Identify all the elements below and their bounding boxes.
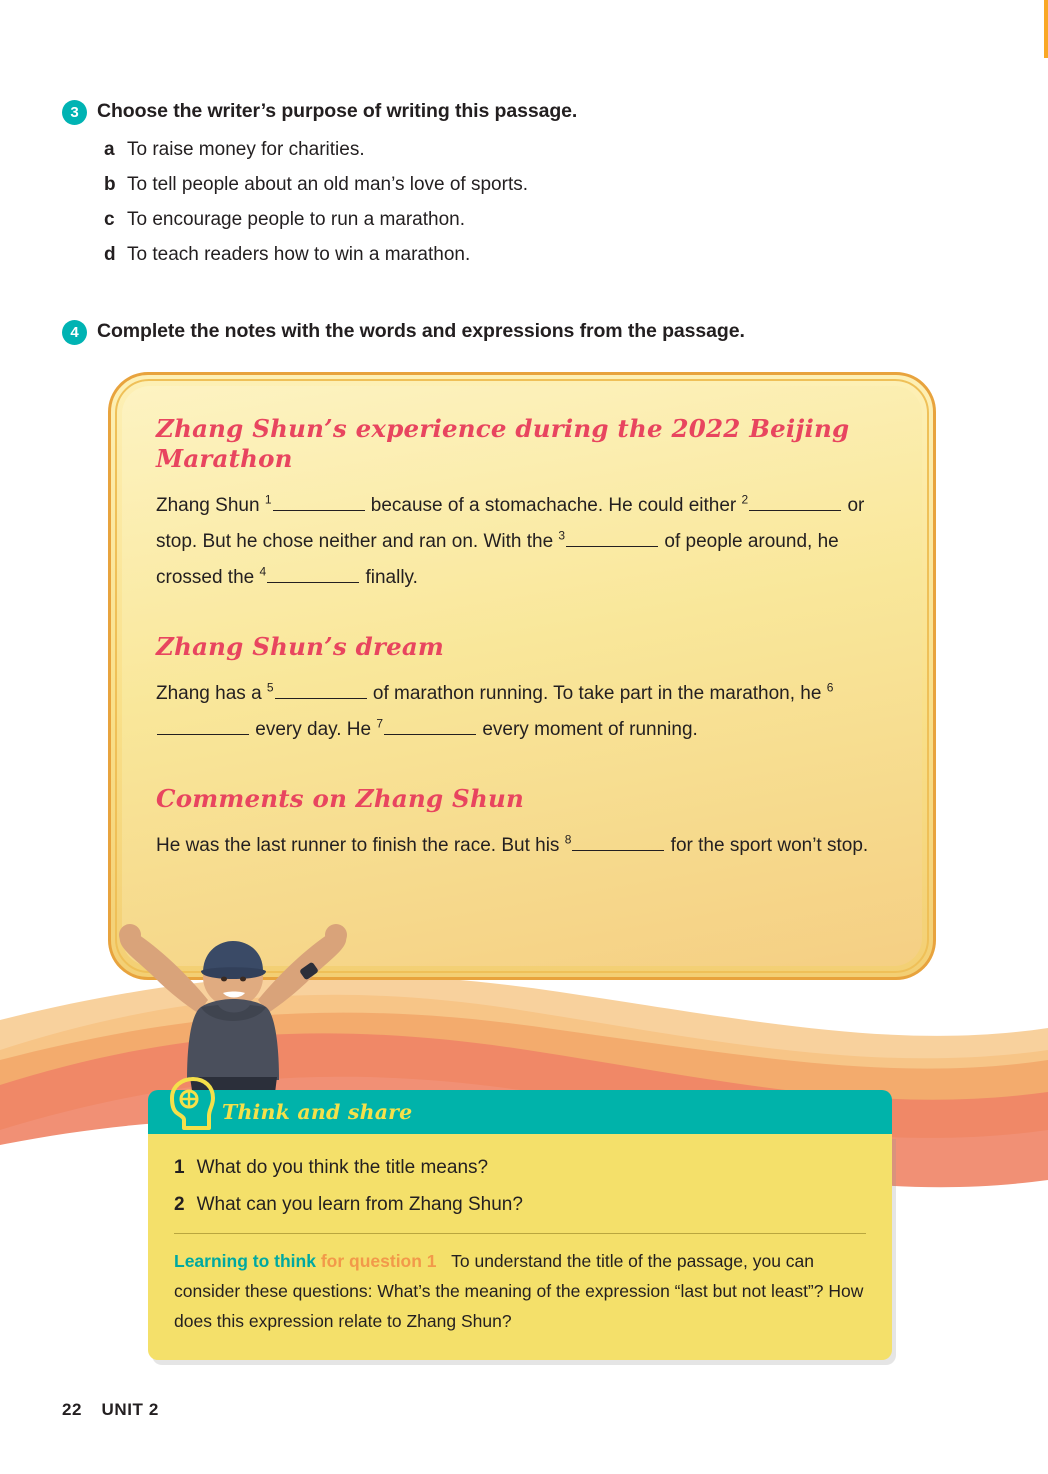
text-fragment: or stop. But he chose neither and ran on. With the	[156, 495, 865, 552]
blank-number-1: 1	[264, 492, 272, 507]
exercise-number-badge: 3	[62, 100, 87, 125]
answer-blank-6[interactable]	[157, 734, 249, 735]
text-fragment: of marathon running. To take part in the	[367, 683, 705, 704]
learning-to-think	[174, 1246, 866, 1336]
learning-to-think-body: To understand the title of the passage, you can consider these questions: What’s the meaning of the expression “last but not least”? How does this expression relate to Zhang Shun?	[174, 1251, 864, 1331]
option-a[interactable]	[104, 137, 577, 163]
exercise-4-header	[62, 318, 745, 345]
text-fragment: running.	[629, 719, 698, 740]
learning-to-think-label: Learning to think	[174, 1251, 316, 1271]
answer-blank-8[interactable]	[572, 850, 664, 851]
blank-number-4: 4	[259, 564, 267, 579]
page-number: 22	[62, 1400, 83, 1419]
notes-paragraph-comments	[156, 828, 888, 864]
exercise-4	[62, 318, 745, 345]
blank-number-6: 6	[826, 680, 834, 695]
think-question-2	[174, 1191, 866, 1219]
notes-card	[108, 372, 936, 980]
corner-rule	[1044, 0, 1048, 58]
learning-to-think-for-question: for question 1	[320, 1251, 437, 1271]
unit-label: UNIT 2	[101, 1400, 159, 1419]
option-d-text: To teach readers how to win a marathon.	[127, 244, 471, 265]
answer-blank-1[interactable]	[273, 510, 365, 511]
option-b-text: To tell people about an old man’s love of sports.	[127, 174, 529, 195]
option-d-letter: d	[104, 244, 116, 265]
option-c[interactable]	[104, 207, 577, 233]
think-and-share-title: Think and share	[222, 1100, 413, 1124]
answer-blank-7[interactable]	[384, 734, 476, 735]
text-fragment: He was the last runner to finish the race. But his	[156, 835, 560, 856]
notes-paragraph-experience	[156, 488, 888, 596]
exercise-3-header	[62, 98, 577, 125]
exercise-number-badge: 4	[62, 320, 87, 345]
text-fragment: for the sport	[665, 835, 773, 856]
question-text: What do you think the title means?	[196, 1157, 489, 1178]
blank-number-2: 2	[741, 492, 749, 507]
option-a-text: To raise money for charities.	[127, 139, 365, 160]
text-fragment: Zhang has a	[156, 683, 262, 704]
exercise-3-options	[104, 137, 577, 268]
question-number: 1	[174, 1157, 185, 1178]
notes-paragraph-dream	[156, 676, 888, 748]
exercise-3-instruction: Choose the writer’s purpose of writing this passage.	[97, 100, 578, 122]
think-and-share-header	[148, 1090, 892, 1134]
notes-card-content	[122, 386, 922, 966]
exercise-3	[62, 98, 577, 277]
answer-blank-3[interactable]	[566, 546, 658, 547]
think-and-share-panel	[148, 1090, 892, 1360]
answer-blank-5[interactable]	[275, 698, 367, 699]
divider	[174, 1233, 866, 1234]
option-c-text: To encourage people to run a marathon.	[127, 209, 466, 230]
think-and-share-body	[148, 1134, 892, 1360]
notes-heading-experience: Zhang Shun’s experience during the 2022 Beijing Marathon	[156, 414, 850, 473]
blank-number-5: 5	[266, 680, 274, 695]
option-a-letter: a	[104, 139, 115, 160]
text-fragment: won’t stop.	[777, 835, 869, 856]
text-fragment: of people around, he crossed the	[156, 531, 839, 588]
text-fragment: finally.	[360, 567, 418, 588]
text-fragment: Zhang Shun	[156, 495, 260, 516]
notes-heading-dream: Zhang Shun’s dream	[156, 632, 445, 661]
notes-heading-comments: Comments on Zhang Shun	[156, 784, 524, 813]
question-text: What can you learn from Zhang Shun?	[196, 1194, 523, 1215]
exercise-4-instruction: Complete the notes with the words and expressions from the passage.	[97, 320, 745, 342]
option-d[interactable]	[104, 242, 577, 268]
option-c-letter: c	[104, 209, 115, 230]
text-fragment: every moment of	[477, 719, 624, 740]
page-footer	[62, 1400, 159, 1420]
blank-number-8: 8	[564, 832, 572, 847]
question-number: 2	[174, 1194, 185, 1215]
text-fragment: because of a stomachache. He could either	[365, 495, 737, 516]
option-b-letter: b	[104, 174, 116, 195]
text-fragment: every day. He	[250, 719, 372, 740]
blank-number-3: 3	[558, 528, 566, 543]
thinking-head-icon	[164, 1076, 218, 1134]
answer-blank-4[interactable]	[267, 582, 359, 583]
option-b[interactable]	[104, 172, 577, 198]
think-question-1	[174, 1154, 866, 1182]
blank-number-7: 7	[376, 716, 384, 731]
answer-blank-2[interactable]	[749, 510, 841, 511]
text-fragment: marathon, he	[709, 683, 822, 704]
